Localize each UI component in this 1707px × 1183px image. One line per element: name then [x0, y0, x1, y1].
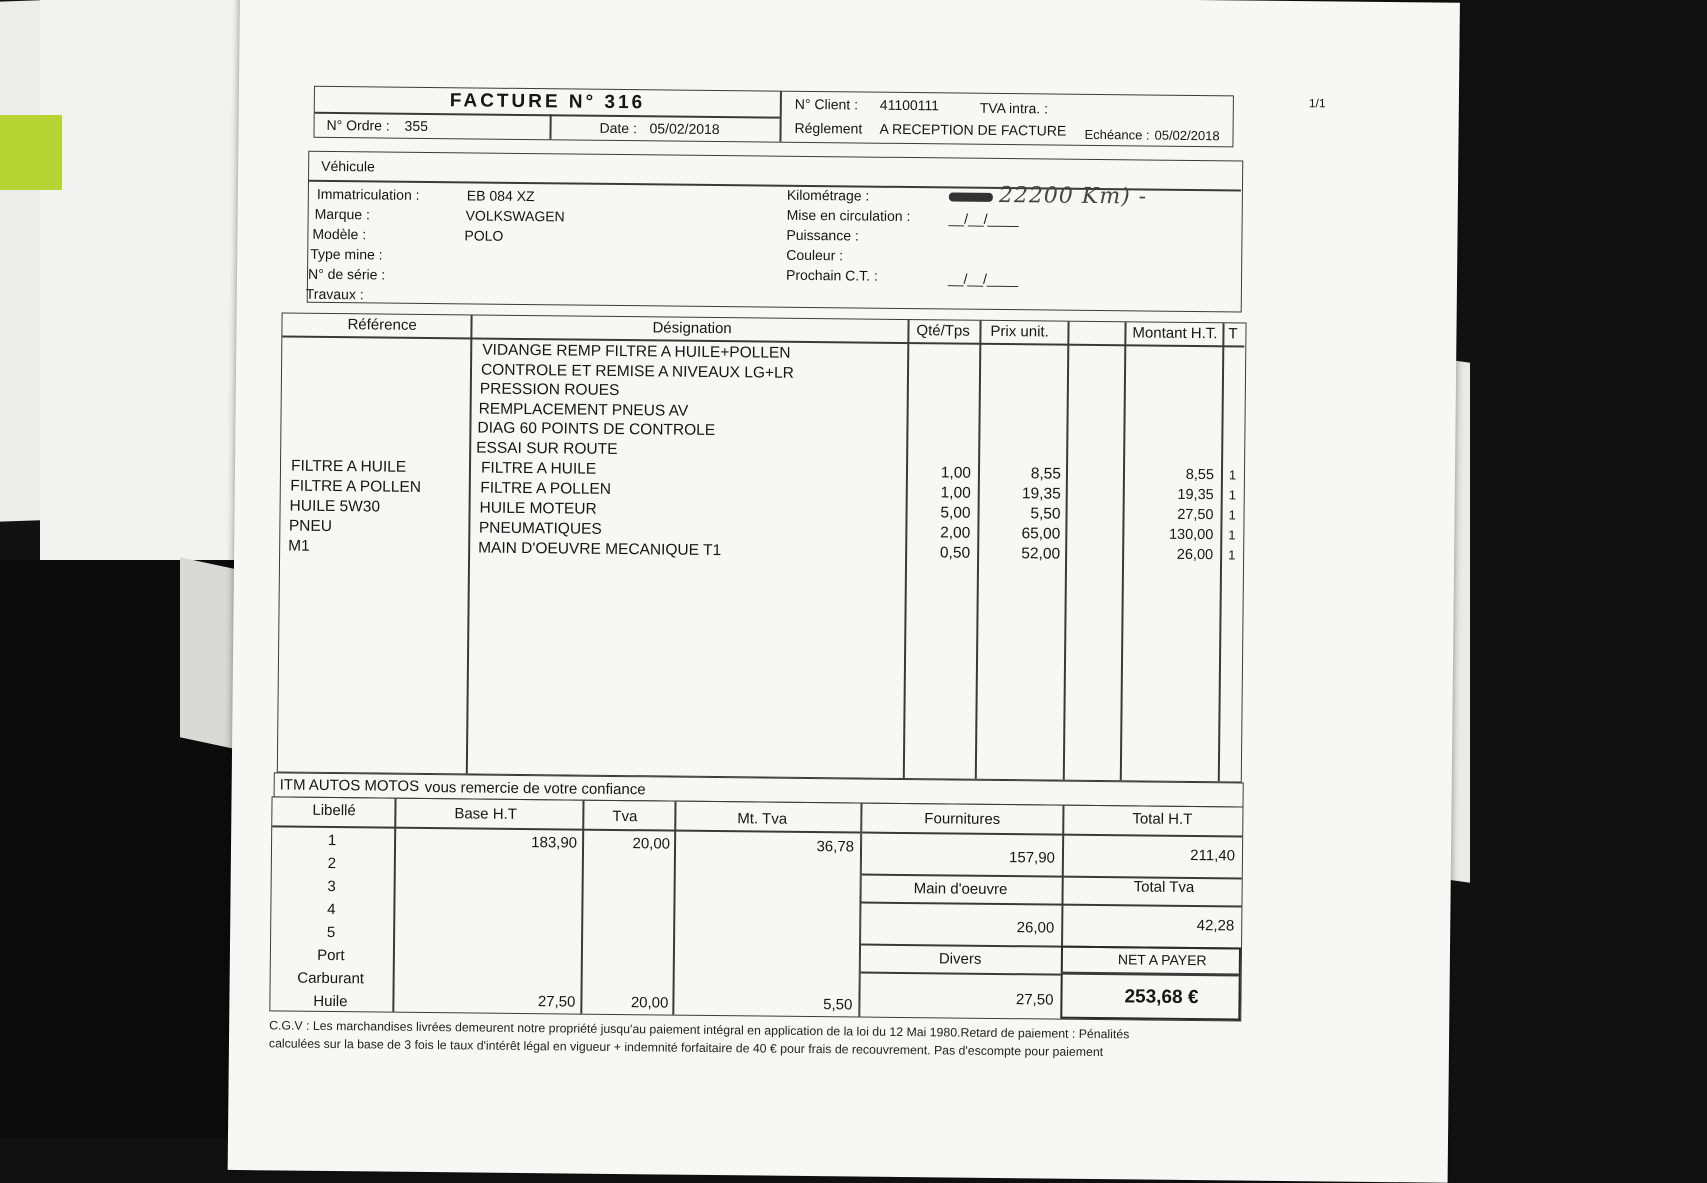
header-designation: Désignation — [652, 319, 732, 338]
due-label: Echéance : — [1084, 126, 1150, 143]
item-designation: FILTRE A HUILE — [480, 459, 597, 478]
item-unit-price: 5,50 — [1030, 505, 1061, 523]
item-unit-price: 19,35 — [1021, 485, 1061, 503]
item-qty: 2,00 — [940, 524, 971, 542]
item-t: 1 — [1228, 527, 1236, 543]
item-unit-price: 65,00 — [1021, 525, 1061, 543]
header-unit-price: Prix unit. — [990, 322, 1049, 341]
service-line: REMPLACEMENT PNEUS AV — [478, 400, 689, 420]
tax-header-base: Base H.T — [454, 805, 518, 823]
header-t: T — [1228, 325, 1238, 343]
total-tva-label: Total Tva — [1133, 878, 1195, 897]
payment-label: Réglement — [794, 119, 863, 137]
item-amount: 19,35 — [1177, 486, 1214, 504]
redacted-mileage — [949, 192, 993, 201]
tax-huile-mt: 5,50 — [823, 996, 853, 1014]
service-line: ESSAI SUR ROUTE — [476, 438, 618, 458]
vehicle-field-label: Puissance : — [786, 226, 859, 244]
vehicle-field-label: Immatriculation : — [316, 185, 420, 203]
vehicle-field-value: __/__/____ — [948, 210, 1019, 228]
item-amount: 27,50 — [1177, 506, 1214, 524]
tax-header-mt-tva: Mt. Tva — [737, 810, 788, 828]
invoice-title: FACTURE N° 316 — [449, 90, 646, 114]
item-t: 1 — [1228, 547, 1236, 563]
tax-row-label: Huile — [313, 992, 348, 1011]
payment-value: A RECEPTION DE FACTURE — [879, 120, 1067, 139]
header-reference: Référence — [347, 316, 417, 334]
background-green-label — [0, 115, 62, 190]
item-reference: FILTRE A POLLEN — [290, 477, 422, 496]
invoice-paper — [228, 0, 1460, 1183]
tax-row-label: 1 — [327, 831, 337, 850]
item-t: 1 — [1228, 467, 1237, 483]
net-to-pay-box — [1060, 946, 1241, 1021]
tax-table — [269, 796, 861, 1017]
total-tva-value: 42,28 — [1196, 917, 1235, 935]
service-line: PRESSION ROUES — [479, 380, 620, 399]
tax-header-label: Libellé — [312, 801, 356, 820]
item-amount: 8,55 — [1185, 466, 1215, 484]
cgv-line-2: calculées sur la base de 3 fois le taux d'intérêt légal en vigueur + indemnité forfaitaire de 40 € pour frais de recouvrement. Pas d'escompte pour paiement — [268, 1036, 1104, 1060]
totals-box — [859, 803, 1243, 1022]
item-designation: FILTRE A POLLEN — [480, 479, 612, 498]
order-label: N° Ordre : — [326, 116, 390, 134]
total-ht-value: 211,40 — [1190, 846, 1236, 865]
vehicle-field-label: Kilométrage : — [786, 186, 870, 204]
vehicle-field-value: __/__/____ — [947, 270, 1019, 288]
item-t: 1 — [1228, 507, 1236, 523]
fournitures-label: Fournitures — [924, 810, 1001, 829]
client-value: 41100111 — [879, 96, 940, 114]
header-qty: Qté/Tps — [916, 322, 970, 340]
vehicle-field-label: Prochain C.T. : — [785, 266, 878, 284]
main-oeuvre-label: Main d'oeuvre — [913, 880, 1008, 899]
page-number: 1/1 — [1308, 96, 1326, 111]
tax-huile-base: 27,50 — [537, 993, 576, 1011]
tva-intra-label: TVA intra. : — [979, 99, 1049, 117]
divers-label: Divers — [938, 950, 982, 968]
client-label: N° Client : — [794, 95, 859, 113]
item-amount: 130,00 — [1168, 526, 1214, 544]
company-name: ITM AUTOS MOTOS — [279, 776, 420, 795]
vehicle-field-value: POLO — [464, 227, 504, 244]
item-reference: FILTRE A HUILE — [290, 457, 407, 476]
vehicle-field-label: Type mine : — [310, 245, 383, 263]
tax-row-label: Port — [317, 946, 345, 965]
lines-table — [277, 312, 1247, 782]
item-reference: M1 — [288, 537, 310, 555]
cgv-line-1: C.G.V : Les marchandises livrées demeurent notre propriété jusqu'au paiement intégral en application de la loi du 12 Mai 1980.Retard de paiement : Pénalités — [269, 1018, 1130, 1042]
main-oeuvre-value: 26,00 — [1016, 919, 1055, 937]
item-amount: 26,00 — [1176, 546, 1214, 564]
tax-header-tva: Tva — [612, 807, 638, 826]
thanks-message: vous remercie de votre confiance — [424, 778, 646, 799]
vehicle-field-label: Modèle : — [312, 225, 367, 243]
item-designation: MAIN D'OEUVRE MECANIQUE T1 — [478, 539, 722, 560]
vehicle-field-label: Travaux : — [305, 285, 364, 303]
net-to-pay-value: 253,68 € — [1124, 986, 1199, 1009]
tax-row-label: 2 — [327, 854, 337, 873]
order-value: 355 — [404, 117, 429, 134]
tax-huile-tva: 20,00 — [630, 994, 669, 1012]
net-to-pay-label: NET A PAYER — [1117, 951, 1207, 969]
fournitures-value: 157,90 — [1008, 849, 1056, 867]
vehicle-field-label: N° de série : — [307, 265, 386, 283]
tax-row1-tva: 20,00 — [632, 835, 671, 853]
tax-row-label: 4 — [327, 900, 336, 919]
service-line: CONTROLE ET REMISE A NIVEAUX LG+LR — [480, 361, 794, 382]
header-amount: Montant H.T. — [1132, 324, 1218, 343]
vehicle-field-label: Mise en circulation : — [786, 206, 911, 225]
date-label: Date : — [599, 119, 638, 137]
item-qty: 0,50 — [939, 544, 971, 562]
tax-row1-base: 183,90 — [531, 834, 578, 852]
vehicle-section-title: Véhicule — [321, 157, 375, 175]
item-qty: 1,00 — [940, 484, 971, 502]
item-qty: 1,00 — [940, 464, 972, 482]
tax-row-label: 5 — [326, 923, 336, 942]
vehicle-field-label: Couleur : — [786, 246, 844, 264]
item-unit-price: 8,55 — [1030, 465, 1062, 483]
service-line: DIAG 60 POINTS DE CONTROLE — [477, 419, 716, 439]
service-line: VIDANGE REMP FILTRE A HUILE+POLLEN — [482, 341, 791, 362]
vehicle-field-value: EB 084 XZ — [466, 187, 535, 205]
handwritten-mileage: 22200 Km) - — [998, 182, 1148, 210]
item-t: 1 — [1228, 487, 1237, 503]
vehicle-box — [307, 151, 1244, 313]
tax-row1-mt: 36,78 — [816, 838, 855, 856]
vehicle-field-label: Marque : — [314, 205, 370, 223]
item-reference: HUILE 5W30 — [289, 497, 381, 516]
item-designation: PNEUMATIQUES — [478, 519, 602, 538]
item-unit-price: 52,00 — [1021, 545, 1061, 563]
item-qty: 5,00 — [940, 504, 971, 522]
total-ht-label: Total H.T — [1132, 810, 1193, 829]
vehicle-field-value: VOLKSWAGEN — [465, 207, 565, 225]
tax-row-label: Carburant — [297, 969, 365, 988]
tax-row-label: 3 — [327, 877, 336, 896]
item-designation: HUILE MOTEUR — [479, 499, 597, 518]
invoice-header-box — [313, 86, 1233, 148]
item-reference: PNEU — [288, 517, 333, 535]
due-value: 05/02/2018 — [1154, 127, 1220, 144]
date-value: 05/02/2018 — [649, 120, 720, 138]
divers-value: 27,50 — [1015, 991, 1054, 1009]
